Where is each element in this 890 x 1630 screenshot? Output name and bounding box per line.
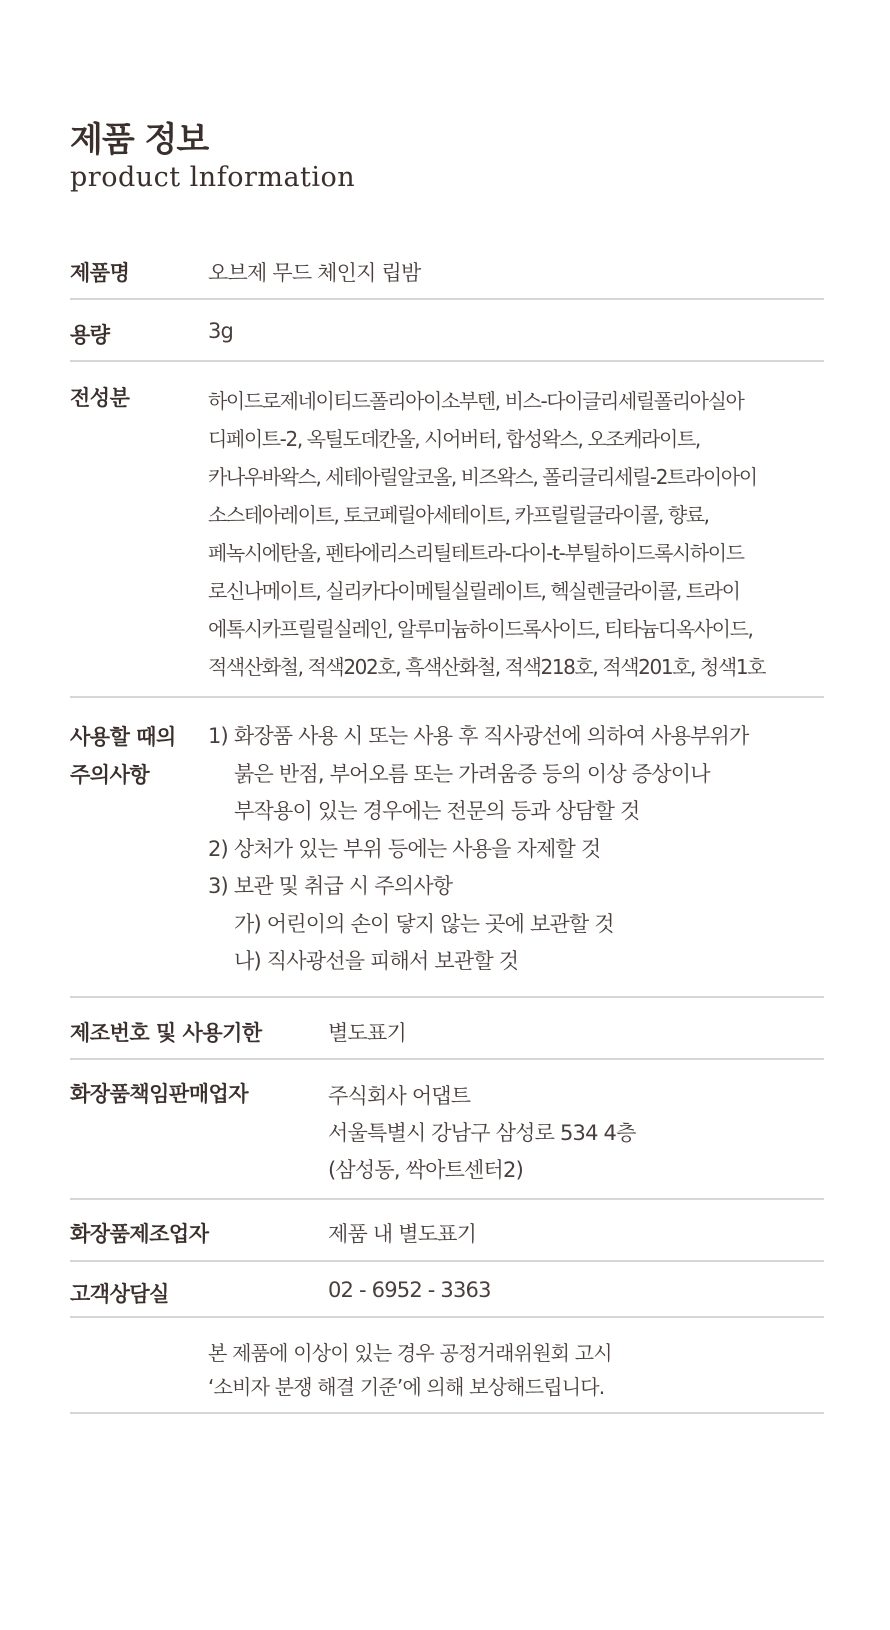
caution-line: 가) 어린이의 손이 닿지 않는 곳에 보관할 것 — [234, 911, 614, 936]
seller-line: (삼성동, 싹아트센터2) — [328, 1158, 523, 1182]
page-title: 제품 정보 — [70, 120, 209, 160]
notice-line: ‘소비자 분쟁 해결 기준’에 의해 보상해드립니다. — [208, 1375, 605, 1399]
ingredients-label: 전성분 — [70, 386, 130, 410]
row-volume — [70, 300, 824, 362]
ingredients-line: 소스테아레이트, 토코페릴아세테이트, 카프릴릴글라이콜, 향료, — [208, 503, 709, 527]
page-subtitle: product lnformation — [70, 162, 356, 193]
volume-label: 용량 — [70, 323, 110, 347]
ingredients-line: 에톡시카프릴릴실레인, 알루미늄하이드록사이드, 티타늄디옥사이드, — [208, 617, 753, 641]
row-manufacturer — [70, 1200, 824, 1262]
caution-line: 3) 보관 및 취급 시 주의사항 — [208, 874, 453, 898]
ingredients-line: 적색산화철, 적색202호, 흑색산화철, 적색218호, 적색201호, 청색1호 — [208, 655, 766, 679]
ingredients-line: 로신나메이트, 실리카다이메틸실릴레이트, 헥실렌글라이콜, 트라이 — [208, 579, 740, 603]
cs-phone: 02 - 6952 - 3363 — [328, 1278, 491, 1302]
row-seller — [70, 1060, 824, 1200]
product-name-label: 제품명 — [70, 261, 130, 285]
caution-line: 부작용이 있는 경우에는 전문의 등과 상담할 것 — [234, 799, 640, 823]
caution-label-line: 주의사항 — [70, 763, 150, 787]
caution-value — [208, 718, 749, 981]
row-ingredients — [70, 362, 824, 698]
volume-value: 3g — [208, 319, 234, 343]
lot-value: 별도표기 — [328, 1021, 406, 1045]
ingredients-line: 페녹시에탄올, 펜타에리스리틸테트라-다이-t-부틸하이드록시하이드 — [208, 541, 744, 565]
row-customer-service — [70, 1262, 824, 1318]
row-lot-expiry — [70, 998, 824, 1060]
ingredients-line: 카나우바왁스, 세테아릴알코올, 비즈왁스, 폴리글리세릴-2트라이아이 — [208, 465, 757, 489]
caution-line: 2) 상처가 있는 부위 등에는 사용을 자제할 것 — [208, 836, 601, 861]
caution-label-line: 사용할 때의 — [70, 725, 176, 749]
seller-line: 주식회사 어댑트 — [328, 1084, 471, 1108]
product-name-value: 오브제 무드 체인지 립밤 — [208, 261, 421, 285]
ingredients-line: 디페이트-2, 옥틸도데칸올, 시어버터, 합성왁스, 오조케라이트, — [208, 427, 700, 451]
seller-line: 서울특별시 강남구 삼성로 534 4층 — [328, 1121, 636, 1145]
caution-line: 붉은 반점, 부어오름 또는 가려움증 등의 이상 증상이나 — [234, 761, 710, 786]
notice-text — [208, 1336, 612, 1404]
cs-label: 고객상담실 — [70, 1282, 169, 1306]
maker-label: 화장품제조업자 — [70, 1222, 209, 1246]
notice-line: 본 제품에 이상이 있는 경우 공정거래위원회 고시 — [208, 1341, 612, 1365]
caution-line: 나) 직사광선을 피해서 보관할 것 — [234, 949, 519, 973]
caution-line: 1) 화장품 사용 시 또는 사용 후 직사광선에 의하여 사용부위가 — [208, 724, 749, 748]
caution-label — [70, 718, 176, 794]
ingredients-value — [208, 382, 765, 686]
maker-value: 제품 내 별도표기 — [328, 1222, 477, 1246]
ingredients-line: 하이드로제네이티드폴리아이소부텐, 비스-다이글리세릴폴리아실아 — [208, 389, 744, 413]
seller-value — [328, 1078, 636, 1189]
lot-label: 제조번호 및 사용기한 — [70, 1021, 262, 1045]
seller-label: 화장품책임판매업자 — [70, 1082, 249, 1106]
row-caution — [70, 698, 824, 998]
row-notice — [70, 1318, 824, 1414]
product-info-table — [70, 238, 824, 1414]
row-product-name — [70, 238, 824, 300]
